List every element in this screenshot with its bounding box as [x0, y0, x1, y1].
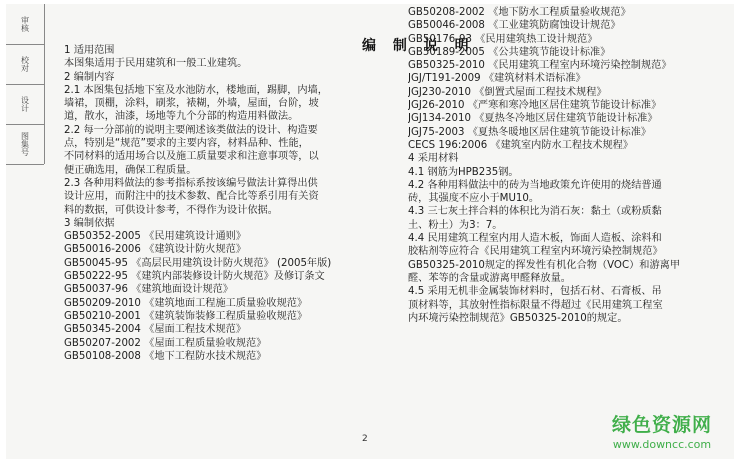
text-line: GB50352-2005 《民用建筑设计通则》	[64, 231, 247, 243]
binding-label: 审核	[6, 4, 44, 45]
text-line: JGJ/T191-2009 《建筑材料术语标准》	[408, 73, 586, 85]
text-line: 道，散水，油漆，场地等九个分部的构造用料做法。	[64, 111, 299, 123]
text-line: JGJ230-2010 《倒置式屋面工程技术规程》	[408, 86, 607, 98]
text-line: 4 采用材料	[408, 153, 459, 165]
text-line: 料的数据，可供设计参考，不得作为设计依据。	[64, 204, 278, 216]
document-page	[6, 4, 734, 459]
text-line: 3 编制依据	[64, 217, 115, 229]
text-line: 2.1 本图集包括地下室及水池防水，楼地面，踢脚，内墙，	[64, 84, 328, 96]
text-line: 便正确选用，确保工程质量。	[64, 164, 197, 176]
left-column	[64, 44, 349, 363]
binding-label: 校对	[6, 44, 44, 85]
text-line: GB50207-2002 《屋面工程质量验收规范》	[64, 337, 267, 349]
text-line: GB50016-2006 《建筑设计防火规范》	[64, 244, 247, 256]
text-line: 2.3 各种用料做法的参考指标系按该编号做法计算得出供	[64, 177, 318, 189]
text-line: 砖，其强度不应小于MU10。	[408, 193, 540, 205]
text-line: 设计应用，而附注中的技术参数、配合比等系引用有关资	[64, 191, 319, 203]
text-line: GB50189-2005 《公共建筑节能设计标准》	[408, 46, 611, 58]
text-line: 醛、苯等的含量或游离甲醛释放量。	[408, 272, 571, 284]
watermark-url: www.downcc.com	[612, 438, 712, 451]
right-column	[408, 6, 738, 325]
page-title: 编 制 说 明	[362, 38, 475, 54]
text-line: GB50045-95 《高层民用建筑设计防火规范》 (2005年版)	[64, 257, 332, 269]
binding-strip	[6, 4, 45, 164]
watermark-name: 绿色资源网	[612, 414, 713, 436]
page-number: 2	[362, 434, 368, 444]
watermark	[612, 410, 712, 451]
text-line: 2 编制内容	[64, 71, 115, 83]
text-line: 胶粘剂等应符合《民用建筑工程室内环境污染控制规范》	[408, 246, 663, 258]
text-line: 墙裙，顶棚，涂料，刷浆，裱糊，外墙，屋面，台阶，坡	[64, 98, 319, 110]
text-line: GB50108-2008 《地下工程防水技术规范》	[64, 350, 267, 362]
text-line: 2.2 每一分部前的说明主要阐述该类做法的设计、构造要	[64, 124, 318, 136]
text-line: 4.3 三七灰土拌合料的体积比为消石灰：黏土（或粉质黏	[408, 206, 662, 218]
text-line: GB50208-2002 《地下防水工程质量验收规范》	[408, 7, 631, 18]
binding-label: 设计	[6, 84, 44, 125]
text-line: 本图集适用于民用建筑和一般工业建筑。	[64, 58, 248, 70]
text-line: 土、粉土）为3：7。	[408, 219, 503, 231]
text-line: 4.4 民用建筑工程室内用人造木板，饰面人造板、涂料和	[408, 233, 662, 245]
text-line: GB50176-93 《民用建筑热工设计规范》	[408, 33, 598, 45]
text-line: GB50222-95 《建筑内部装修设计防火规范》及修订条文	[64, 271, 325, 283]
text-line: GB50325-2010规定的挥发性有机化合物（VOC）和游离甲	[408, 259, 681, 271]
text-line: 内环境污染控制规范》GB50325-2010的规定。	[408, 312, 628, 324]
text-line: 4.1 钢筋为HPB235钢。	[408, 166, 519, 178]
text-line: 1 适用范围	[64, 45, 115, 56]
text-line: CECS 196:2006 《建筑室内防水工程技术规程》	[408, 139, 634, 151]
text-line: JGJ26-2010 《严寒和寒冷地区居住建筑节能设计标准》	[408, 100, 662, 112]
text-line: GB50209-2010 《建筑地面工程施工质量验收规范》	[64, 297, 308, 309]
text-line: 不同材料的适用场合以及施工质量要求和注意事项等，以	[64, 151, 319, 163]
text-line: 4.5 采用无机非金属装饰材料时，包括石材、石膏板、吊	[408, 286, 662, 298]
text-line: GB50046-2008 《工业建筑防腐蚀设计规范》	[408, 20, 621, 32]
text-line: JGJ75-2003 《夏热冬暖地区居住建筑节能设计标准》	[408, 126, 652, 138]
text-line: JGJ134-2010 《夏热冬冷地区居住建筑节能设计标准》	[408, 113, 658, 125]
text-line: GB50325-2010 《民用建筑工程室内环境污染控制规范》	[408, 60, 672, 72]
text-line: 4.2 各种用料做法中的砖为当地政策允许使用的烧结普通	[408, 179, 662, 191]
text-line: 顶材料等，其放射性指标限量不得超过《民用建筑工程室	[408, 299, 663, 311]
text-line: 点，特别是“规范”要求的主要内容，材料品种、性能，	[64, 138, 309, 150]
binding-label: 图集号	[6, 124, 44, 165]
text-line: GB50037-96 《建筑地面设计规范》	[64, 284, 234, 296]
text-line: GB50345-2004 《屋面工程技术规范》	[64, 324, 247, 336]
text-line: GB50210-2001 《建筑装饰装修工程质量验收规范》	[64, 310, 308, 322]
